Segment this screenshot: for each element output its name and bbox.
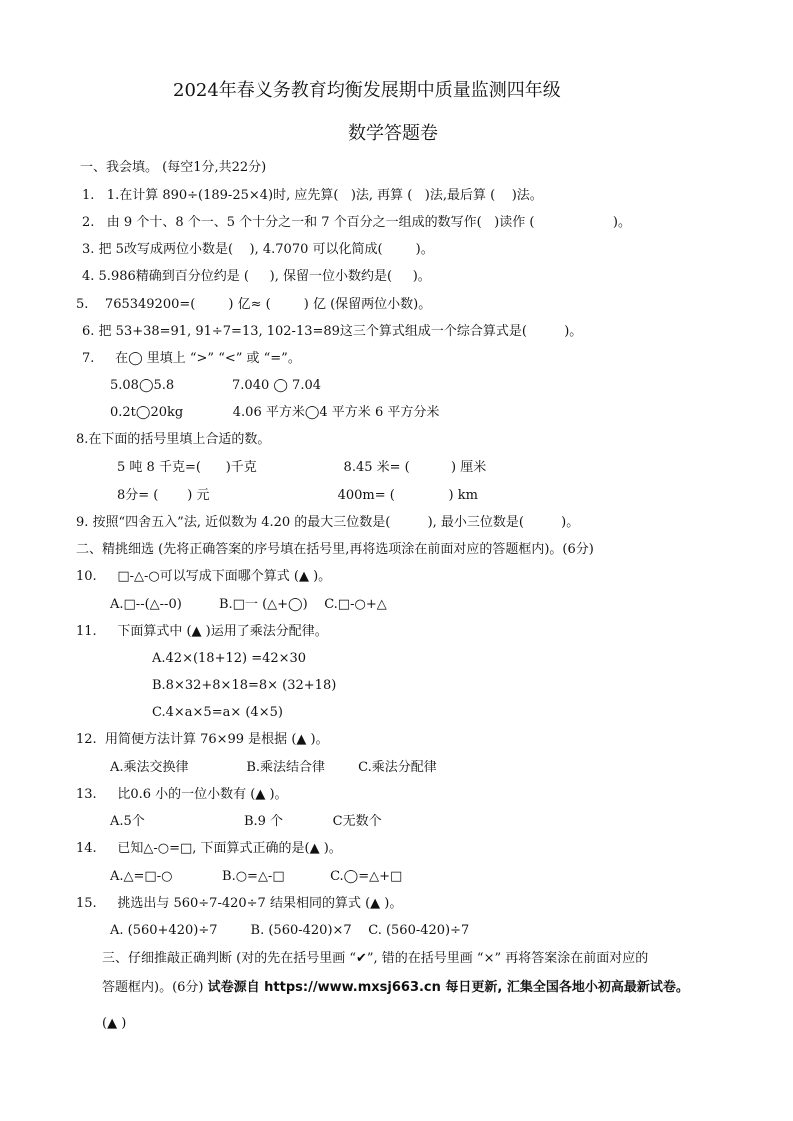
section3-heading-tail: 答题框内)。(6分) (102, 980, 204, 995)
question-12: 12. 用简便方法计算 76×99 是根据 (▲ )。 (76, 732, 329, 747)
question-12-options: A.乘法交换律 B.乘法结合律 C.乘法分配律 (110, 760, 437, 775)
question-3: 3. 把 5改写成两位小数是( ), 4.7070 可以化简成( )。 (82, 242, 434, 257)
answer-marker: (▲ ) (102, 1016, 127, 1031)
question-8-row-b: 8分= ( ) 元 400m= ( ) km (117, 488, 478, 503)
question-8: 8.在下面的括号里填上合适的数。 (76, 432, 271, 447)
question-7: 7. 在◯ 里填上 “>” “<” 或 “=”。 (82, 351, 301, 366)
question-10-options: A.□--(△--0) B.□一 (△+◯) C.□-○+△ (110, 597, 387, 612)
question-13: 13. 比0.6 小的一位小数有 (▲ )。 (76, 787, 288, 802)
question-9: 9. 按照“四舍五入”法, 近似数为 4.20 的最大三位数是( ), 最小三位数是( )。 (76, 515, 580, 530)
section2-heading: 二、精挑细选 (先将正确答案的序号填在括号里,再将选项涂在前面对应的答题框内)。(6分) (76, 542, 594, 557)
question-2: 2. 由 9 个十、8 个一、5 个十分之一和 7 个百分之一组成的数写作( )读作 ( )。 (82, 215, 632, 230)
question-11: 11. 下面算式中 (▲ )运用了乘法分配律。 (76, 624, 328, 639)
exam-title: 2024年春义务教育均衡发展期中质量监测四年级 (173, 80, 561, 101)
exam-subtitle: 数学答题卷 (348, 123, 438, 144)
question-7-row-a: 5.08◯5.8 7.040 ◯ 7.04 (110, 378, 321, 393)
question-11-option-b: B.8×32+8×18=8× (32+18) (152, 678, 337, 693)
question-14: 14. 已知△-○=□, 下面算式正确的是(▲ )。 (76, 841, 342, 856)
question-8-row-a: 5 吨 8 千克=( )千克 8.45 米= ( ) 厘米 (117, 460, 487, 475)
section1-heading: 一、我会填。 (每空1分,共22分) (80, 160, 267, 175)
question-15-options: A. (560+420)÷7 B. (560-420)×7 C. (560-420)÷7 (110, 923, 470, 938)
question-13-options: A.5个 B.9 个 C无数个 (110, 814, 382, 829)
question-14-options: A.△=□-○ B.○=△-□ C.◯=△+□ (110, 869, 403, 884)
question-7-row-b: 0.2t◯20kg 4.06 平方米◯4 平方米 6 平方分米 (110, 405, 440, 420)
section3-heading: 三、仔细推敲正确判断 (对的先在括号里画 “✔”, 错的在括号里画 “×” 再将答案涂在前面对应的 (102, 951, 649, 966)
section3-heading-continued (102, 980, 689, 996)
question-10: 10. □-△-○可以写成下面哪个算式 (▲ )。 (76, 569, 332, 584)
question-4: 4. 5.986精确到百分位约是 ( ), 保留一位小数约是( )。 (82, 269, 431, 284)
question-15: 15. 挑选出与 560÷7-420÷7 结果相同的算式 (▲ )。 (76, 896, 403, 911)
question-11-option-c: C.4×a×5=a× (4×5) (152, 705, 283, 720)
question-11-option-a: A.42×(18+12) =42×30 (152, 651, 307, 666)
question-5: 5. 765349200=( ) 亿≈ ( ) 亿 (保留两位小数)。 (76, 297, 432, 312)
question-1: 1. 1.在计算 890÷(189-25×4)时, 应先算( )法, 再算 ( )法,最后算 ( )法。 (82, 188, 543, 203)
source-notice: 试卷源自 https://www.mxsj663.cn 每日更新, 汇集全国各地小初高最新试卷。 (207, 980, 689, 995)
question-6: 6. 把 53+38=91, 91÷7=13, 102-13=89这三个算式组成一个综合算式是( )。 (82, 324, 583, 339)
